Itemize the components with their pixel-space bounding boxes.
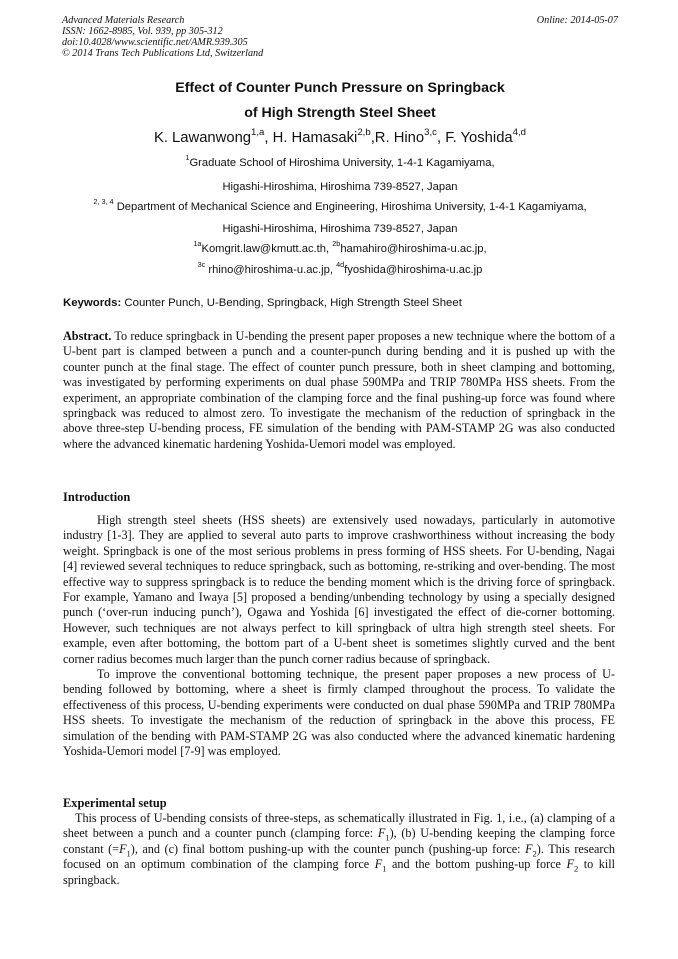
email-mark: 3c: [197, 260, 206, 270]
paper-title-line-1: Effect of Counter Punch Pressure on Springback: [175, 80, 505, 96]
force-symbol: F: [374, 857, 383, 872]
doi-line: doi:10.4028/www.scientific.net/AMR.939.305: [62, 37, 248, 48]
email-mark: 4d: [336, 260, 345, 270]
author-affiliation-mark: 4,d: [512, 126, 527, 138]
author-name: , H. Hamasaki: [264, 130, 358, 146]
force-symbol: F: [566, 857, 574, 872]
force-subscript: 2: [573, 863, 579, 874]
author-affiliation-mark: 1,a: [251, 126, 265, 138]
issn-line: ISSN: 1662-8985, Vol. 939, pp 305-312: [62, 26, 223, 37]
experimental-paragraph: [63, 811, 615, 888]
email-address: hamahiro@hiroshima-u.ac.jp,: [340, 243, 487, 255]
author-affiliation-mark: 3,c: [424, 126, 437, 138]
journal-name: Advanced Materials Research: [62, 15, 185, 26]
author-affiliation-mark: 2,b: [357, 126, 371, 138]
force-subscript: 1: [126, 848, 131, 859]
email-address: fyoshida@hiroshima-u.ac.jp: [344, 264, 483, 276]
force-symbol: F: [525, 841, 533, 856]
journal-header: [62, 15, 618, 59]
affiliation-mark: 2, 3, 4: [93, 197, 114, 207]
text-run: This process of U-bending consists of three-steps, as schematically illustrated in Fig. 1, i.e., (a) clamping of a sheet between a punch and a counter punch (clamping force:: [63, 811, 615, 841]
abstract: [63, 329, 615, 452]
abstract-label: Abstract.: [63, 329, 112, 343]
experimental-body: [63, 811, 615, 888]
force-subscript: 2: [532, 848, 537, 859]
online-date: Online: 2014-05-07: [536, 15, 618, 26]
force-symbol: F: [119, 841, 127, 856]
introduction-paragraph-2: To improve the conventional bottoming technique, the present paper proposes a new process of U-bending followed by bottoming, where a sheet is firmly clamped throughout the process. To validate the effectiveness of this process, U-bending experiments were conducted on dual phase 590MPa and TRIP 780MPa HSS sheets. To investigate the mechanism of the reduction of springback in the above this process, FE simulation of the bending with PAM-STAMP 2G was also conducted where the advanced kinematic hardening Yoshida-Uemori model [7-9] was employed.: [63, 667, 615, 759]
author-name: ,R. Hino: [370, 130, 425, 146]
paper-title-line-2: of High Strength Steel Sheet: [244, 105, 436, 121]
keywords-text: Counter Punch, U-Bending, Springback, High Strength Steel Sheet: [121, 297, 462, 309]
author-list: [62, 126, 618, 146]
email-mark: 2b: [332, 239, 341, 249]
introduction-body: [63, 513, 615, 760]
author-name: K. Lawanwong: [153, 130, 252, 146]
affiliation-2: [60, 197, 620, 214]
email-line-1: [60, 239, 620, 256]
affiliation-1-address: Higashi-Hiroshima, Hiroshima 739-8527, Japan: [222, 181, 458, 193]
force-symbol: F: [377, 826, 386, 841]
text-run: ). This research focused on an optimum combination of the clamping force: [63, 841, 615, 872]
keywords: [63, 297, 619, 309]
text-run: ), and (c) final bottom pushing-up with the counter punch (pushing-up force:: [130, 841, 526, 856]
affiliation-text: Graduate School of Hiroshima University, 1-4-1 Kagamiyama,: [189, 157, 495, 169]
section-heading-introduction: Introduction: [63, 490, 131, 504]
text-run: and the bottom pushing-up force: [386, 857, 567, 872]
text-run: to kill springback.: [63, 857, 615, 887]
email-line-2: [60, 260, 620, 277]
email-address: rhino@hiroshima-u.ac.jp,: [205, 264, 337, 276]
section-heading-experimental-setup: Experimental setup: [63, 796, 167, 810]
affiliation-mark: 1: [185, 153, 190, 163]
force-subscript: 1: [385, 832, 390, 843]
keywords-label: Keywords:: [63, 297, 122, 309]
affiliation-1: [60, 153, 620, 170]
text-run: ), (b) U-bending keeping the clamping force constant (=: [63, 826, 615, 856]
author-name: , F. Yoshida: [436, 130, 513, 146]
abstract-text: To reduce springback in U-bending the present paper proposes a new technique where the bottom of a U-bent part is clamped between a punch and a counter-punch during bending and it is pushed up with the counter punch at the final stage. The effect of counter punch pressure, both in sheet clamping and bottoming, was investigated by performing experiments on dual phase 590MPa and TRIP 780MPa HSS sheets. From the experiment, an appropriate combination of the clamping force and the final pushing-up force was found where springback was reduced to almost zero. To investigate the mechanism of the reduction of springback in the above three-step U-bending process, FE simulation of the bending with PAM-STAMP 2G was also conducted where the advanced kinematic hardening Yoshida-Uemori model was employed.: [63, 329, 615, 451]
force-subscript: 1: [382, 863, 387, 874]
affiliation-text: Department of Mechanical Science and Engineering, Hiroshima University, 1-4-1 Kagamiyama,: [113, 201, 587, 213]
email-address: Komgrit.law@kmutt.ac.th,: [201, 243, 333, 255]
email-mark: 1a: [193, 239, 202, 249]
introduction-paragraph-1: High strength steel sheets (HSS sheets) are extensively used nowadays, particularly in automotive industry [1-3]. They are applied to several auto parts to improve crashworthiness without increasing the body weight. Springback is one of the most serious problems in press forming of HSS sheets. For U-bending, Nagai [4] reviewed several techniques to reduce springback, such as bottoming, re-striking and over-bending. The most effective way to suppress springback is to reduce the bending moment which is the driving force of springback. For example, Yamano and Iwaya [5] proposed a bending/unbending technology by using a specially designed punch (‘over-run inducing punch’), Ogawa and Yoshida [6] investigated the effect of die-corner bottoming. However, such techniques are not always perfect to kill springback of ultra high strength steel sheets. For example, even after bottoming, the bottom part of a U-bent sheet is sometimes slightly curved and the bent corner radius becomes much larger than the punch corner radius because of springback.: [63, 513, 615, 666]
affiliation-2-address: Higashi-Hiroshima, Hiroshima 739-8527, Japan: [222, 223, 458, 235]
copyright-line: © 2014 Trans Tech Publications Ltd, Switzerland: [62, 48, 264, 59]
